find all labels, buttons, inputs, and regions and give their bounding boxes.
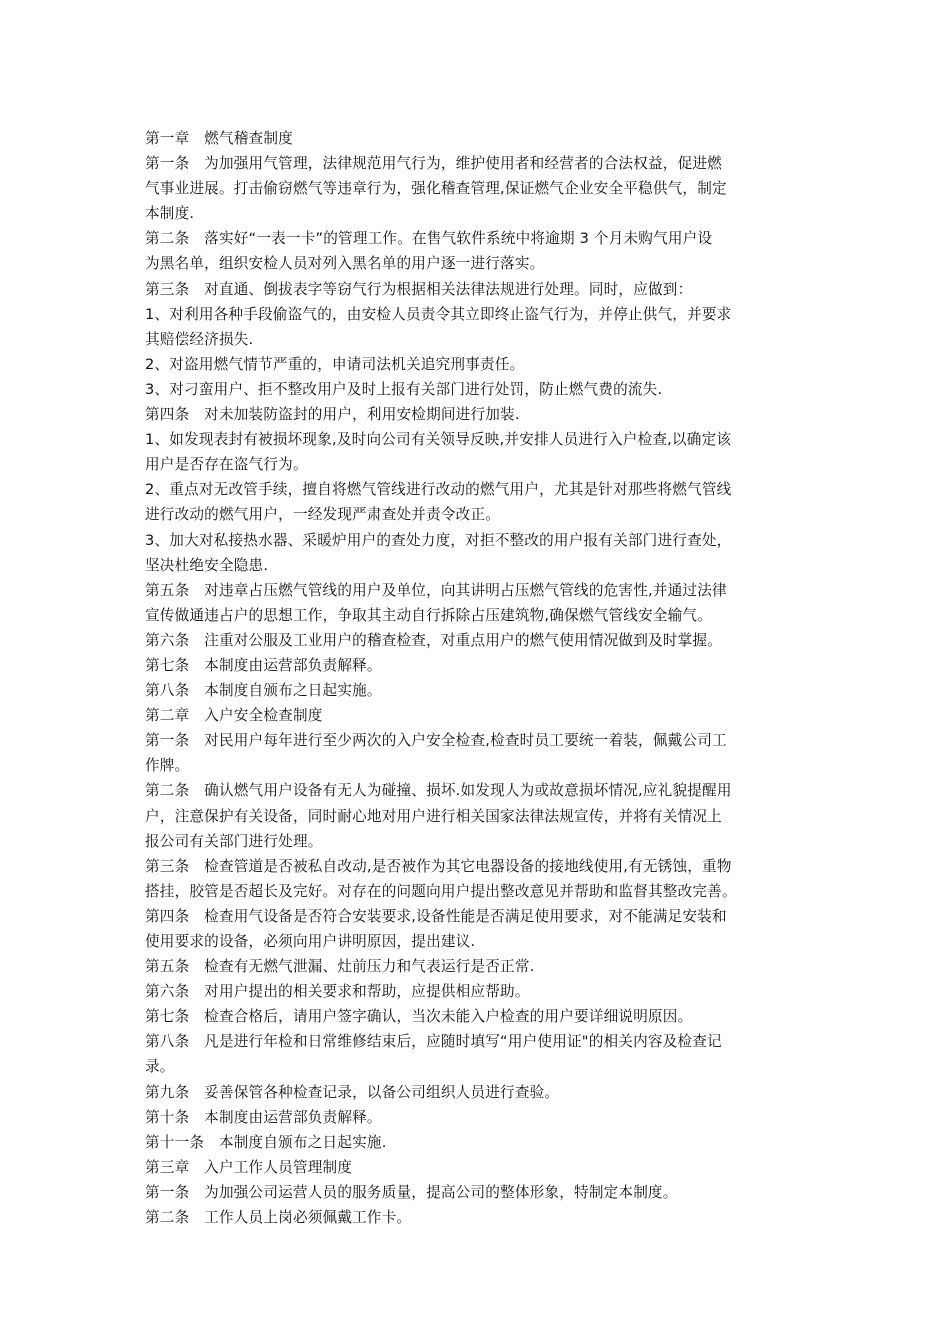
text-line: 第九条 妥善保管各种检查记录，以备公司组织人员进行查验。 [145,1083,560,1101]
text-line: 第二条 确认燃气用户设备有无人为碰撞、损坏.如发现人为或故意损坏情况,应礼貌提醒用 [145,782,732,800]
text-line: 2、重点对无改管手续，擅自将燃气管线进行改动的燃气用户，尤其是针对那些将燃气管线 [145,481,732,499]
text-line: 第二章 入户安全检查制度 [145,707,323,725]
text-line: 录。 [145,1058,175,1076]
text-line: 第二条 工作人员上岗必须佩戴工作卡。 [145,1209,412,1227]
text-line: 第八条 凡是进行年检和日常维修结束后，应随时填写“用户使用证"的相关内容及检查记 [145,1033,722,1051]
text-line: 第三章 入户工作人员管理制度 [145,1158,353,1176]
text-line: 其赔偿经济损失. [145,330,254,348]
text-line: 第五条 对违章占压燃气管线的用户及单位，向其讲明占压燃气管线的危害性,并通过法律 [145,581,727,599]
text-line: 第一章 燃气稽查制度 [145,130,293,147]
text-line: 第一条 为加强公司运营人员的服务质量，提高公司的整体形象，特制定本制度。 [145,1183,678,1201]
text-line: 第十条 本制度由运营部负责解释。 [145,1108,382,1126]
text-line: 第七条 本制度由运营部负责解释。 [145,656,382,674]
text-line: 报公司有关部门进行处理。 [145,832,323,850]
text-line: 第三条 对直通、倒拔表字等窃气行为根据相关法律法规进行处理。同时，应做到： [145,280,693,298]
text-line: 第三条 检查管道是否被私自改动,是否被作为其它电器设备的接地线使用,有无锈蚀，重物 [145,857,732,875]
text-line: 为黑名单，组织安检人员对列入黑名单的用户逐一进行落实。 [145,255,545,273]
text-line: 1、如发现表封有被损坏现象,及时向公司有关领导反映,并安排人员进行入户检查,以确定该 [145,431,732,449]
text-line: 第七条 检查合格后，请用户签字确认，当次未能入户检查的用户要详细说明原因。 [145,1008,693,1026]
text-line: 第六条 注重对公服及工业用户的稽查检查，对重点用户的燃气使用情况做到及时掌握。 [145,631,722,649]
text-line: 作牌。 [145,757,190,775]
text-line: 第一条 对民用户每年进行至少两次的入户安全检查,检查时员工要统一着装，佩戴公司工 [145,732,727,750]
text-line: 3、加大对私接热水器、采暖炉用户的查处力度，对拒不整改的用户报有关部门进行查处， [145,531,732,549]
text-line: 宣传做通违占户的思想工作，争取其主动自行拆除占压建筑物,确保燃气管线安全输气。 [145,606,713,624]
text-line: 进行改动的燃气用户，一经发现严肃查处并责令改正。 [145,506,501,524]
text-line: 户，注意保护有关设备，同时耐心地对用户进行相关国家法律法规宣传，并将有关情况上 [145,807,722,825]
text-line: 第二条 落实好“一表一卡”的管理工作。在售气软件系统中将逾期 3 个月未购气用户设 [145,230,713,248]
text-line: 第六条 对用户提出的相关要求和帮助，应提供相应帮助。 [145,983,530,1001]
text-line: 2、对盗用燃气情节严重的，申请司法机关追究刑事责任。 [145,355,525,373]
text-line: 第四条 对未加装防盗封的用户，利用安检期间进行加装. [145,406,520,424]
text-line: 坚决杜绝安全隐患. [145,556,269,574]
text-line: 第十一条 本制度自颁布之日起实施. [145,1133,387,1151]
document-body [145,126,810,1230]
text-line: 第五条 检查有无燃气泄漏、灶前压力和气表运行是否正常. [145,958,535,976]
text-line: 使用要求的设备，必须向用户讲明原因，提出建议. [145,933,476,950]
text-line: 气事业进展。打击偷窃燃气等违章行为，强化稽查管理,保证燃气企业安全平稳供气，制定 [145,180,727,198]
text-line: 搭挂，胶管是否超长及完好。对存在的问题向用户提出整改意见并帮助和监督其整改完善。 [145,882,737,900]
text-line: 用户是否存在盗气行为。 [145,456,308,474]
text-line: 第一条 为加强用气管理，法律规范用气行为，维护使用者和经营者的合法权益，促进燃 [145,155,722,173]
text-line: 第八条 本制度自颁布之日起实施。 [145,682,382,700]
text-line: 3、对刁蛮用户、拒不整改用户及时上报有关部门进行处罚，防止燃气费的流失. [145,380,663,398]
text-line: 第四条 检查用气设备是否符合安装要求,设备性能是否满足使用要求，对不能满足安装和 [145,907,727,925]
text-line: 1、对利用各种手段偷盗气的，由安检人员责令其立即终止盗气行为，并停止供气，并要求 [145,305,732,323]
text-line: 本制度. [145,205,195,223]
